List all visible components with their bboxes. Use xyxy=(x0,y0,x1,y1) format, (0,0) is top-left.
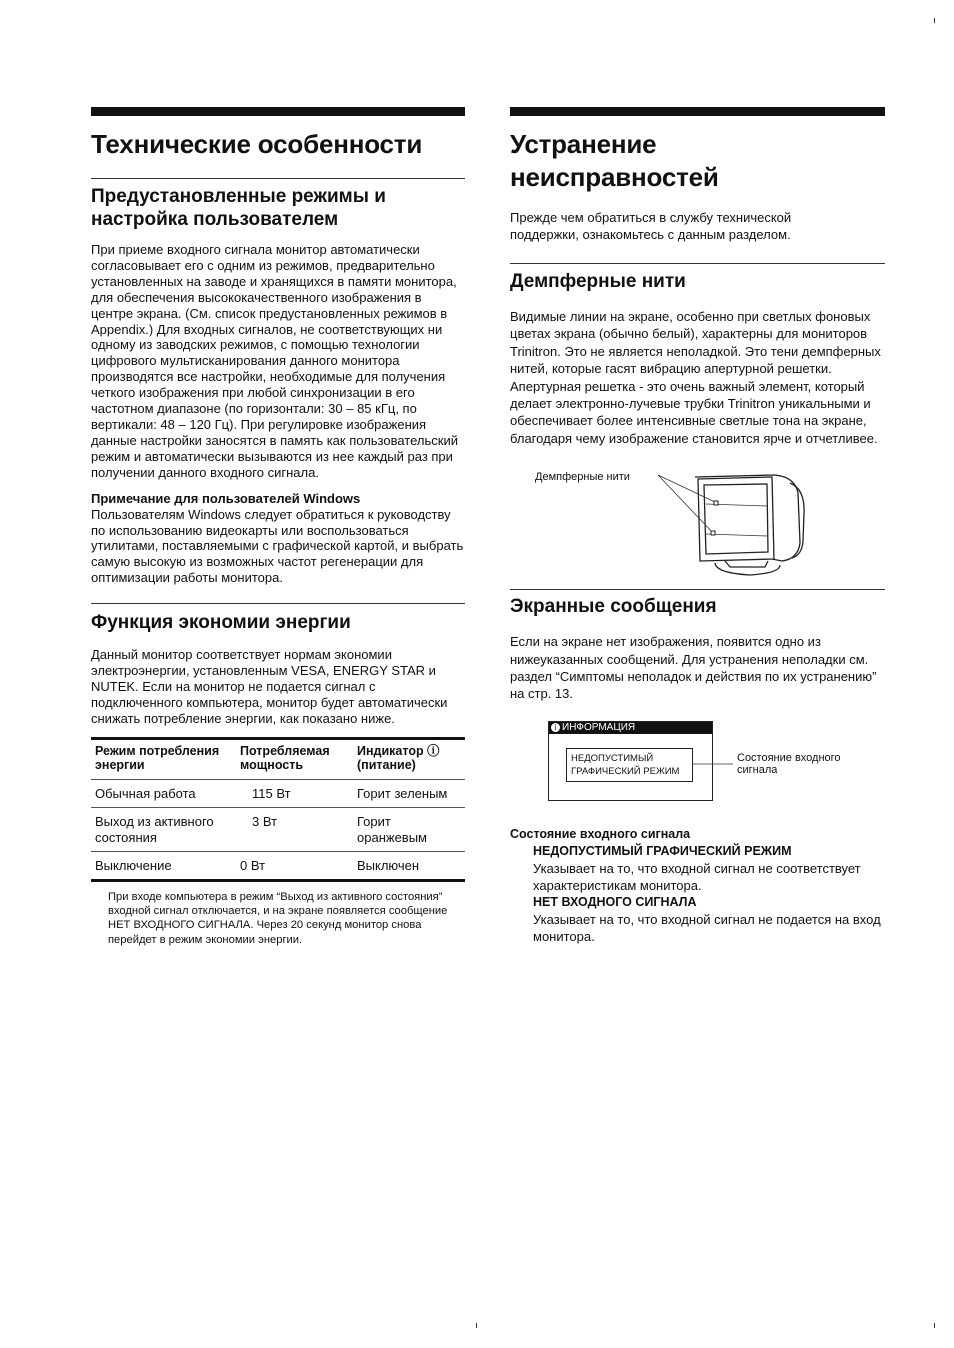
status-list xyxy=(533,843,885,945)
osd-figure xyxy=(510,721,885,813)
page-title: Технические особенности xyxy=(91,129,423,159)
osd-callout-label: Состояние входного сигнала xyxy=(737,751,841,777)
table-cell: Горит зеленым xyxy=(353,779,465,807)
damper-heading: Демпферные нити xyxy=(510,271,686,292)
troubleshooting-intro: Прежде чем обратиться в службу технической поддержки, ознакомьтесь с данным разделом. xyxy=(510,210,792,242)
table-cell: Обычная работа xyxy=(91,779,236,807)
osd-message-line: ГРАФИЧЕСКИЙ РЕЖИМ xyxy=(571,765,680,777)
windows-note-title: Примечание для пользователей Windows xyxy=(91,490,361,506)
crop-mark xyxy=(934,18,935,23)
messages-body: Если на экране нет изображения, появится одно из нижеуказанных сообщений. Для устранения неполадки см. раздел “Симптомы неполадок и действия по их устранению” на стр. 13. xyxy=(510,634,877,702)
table-cell: Выключение xyxy=(91,851,236,880)
table-row xyxy=(91,851,465,880)
power-table xyxy=(91,737,465,882)
preset-heading: Предустановленные режимы и настройка пользователем xyxy=(91,186,386,230)
section-bar xyxy=(91,107,465,116)
osd-title: ИНФОРМАЦИЯ xyxy=(562,721,636,733)
osd-callout-line xyxy=(693,721,733,801)
table-cell: 3 Вт xyxy=(236,807,353,851)
energy-footnote: При входе компьютера в режим “Выход из активного состояния” входной сигнал отключается, и на экране появляется сообщение НЕТ ВХОДНОГО СИГНАЛА. Через 20 секунд монитор снова перейдет в режим экономии энергии. xyxy=(108,890,448,946)
status-item-label: НЕДОПУСТИМЫЙ ГРАФИЧЕСКИЙ РЕЖИМ xyxy=(533,843,792,858)
table-header: Режим потребления энергии xyxy=(95,743,220,773)
table-row xyxy=(91,807,465,851)
right-column xyxy=(510,107,885,945)
crop-mark xyxy=(476,1323,477,1328)
damper-figure xyxy=(510,463,885,583)
status-item-label: НЕТ ВХОДНОГО СИГНАЛА xyxy=(533,894,697,909)
left-column xyxy=(91,107,465,947)
preset-body: При приеме входного сигнала монитор автоматически согласовывает его с одним из режимов, предварительно установленных на заводе и хранящихся в памяти монитора, для обеспечения высококачественного изображения в центре экрана. (См. список предустановленных режимов в Appendix.) Для входных сигналов, не соответствующих ни одному из заводских режимов, с помощью технологии цифрового мультисканирования данного монитора производятся все настройки, необходимые для получения четкого изображения при любой синхронизации в его частотном диапазоне (по горизонтали: 30 – 85 кГц, по вертикали: 48 – 120 Гц). При регулировке изображения данные настройки заносятся в память как пользовательский режим и автоматически вызываются из нее каждый раз при получении данного входного сигнала. xyxy=(91,242,458,480)
monitor-illustration xyxy=(510,463,810,583)
divider xyxy=(91,603,465,604)
windows-note-body: Пользователям Windows следует обратиться к руководству по использованию видеокарты или воспользоваться утилитами, поставляемыми с графической картой, и выбрать самую высокую из возможных частот регенерации для оптимизации работы монитора. xyxy=(91,506,464,586)
energy-heading: Функция экономии энергии xyxy=(91,612,351,634)
divider xyxy=(510,589,885,590)
table-cell: 0 Вт xyxy=(236,851,353,880)
troubleshooting-title: Устранение неисправностей xyxy=(510,129,719,192)
osd-titlebar xyxy=(549,722,712,734)
section-bar xyxy=(510,107,885,116)
table-header-row xyxy=(91,738,465,779)
osd-message-line: НЕДОПУСТИМЫЙ xyxy=(571,752,654,764)
status-heading: Состояние входного сигнала xyxy=(510,826,691,841)
table-header: Индикатор ⓘ (питание) xyxy=(357,743,440,773)
table-cell: Горит оранжевым xyxy=(353,807,465,851)
damper-figure-label: Демпферные нити xyxy=(535,471,630,484)
status-item-desc: Указывает на то, что входной сигнал не подается на вход монитора. xyxy=(533,911,881,944)
energy-body: Данный монитор соответствует нормам экономии электроэнергии, установленным VESA, ENERGY STAR и NUTEK. Если на монитор не подается сигнал с подключенного компьютера, монитор будет автоматически снижать потребление энергии, как показано ниже. xyxy=(91,647,448,726)
table-cell: Выход из активного состояния xyxy=(91,807,236,851)
divider xyxy=(510,263,885,264)
table-header: Потребляемая мощность xyxy=(240,743,330,773)
table-row xyxy=(91,779,465,807)
osd-message-box xyxy=(566,748,693,782)
osd-window xyxy=(548,721,713,801)
table-cell: 115 Вт xyxy=(236,779,353,807)
status-item-desc: Указывает на то, что входной сигнал не соответствует характеристикам монитора. xyxy=(533,860,861,893)
table-cell: Выключен xyxy=(353,851,465,880)
messages-heading: Экранные сообщения xyxy=(510,596,717,618)
crop-mark xyxy=(934,1323,935,1328)
divider xyxy=(91,178,465,179)
damper-body: Видимые линии на экране, особенно при светлых фоновых цветах экрана (обычно белый), характерны для мониторов Trinitron. Это не является неполадкой. Это тени демпферных нитей, которые гасят вибрацию апертурной решетки. Апертурная решетка - это очень важный элемент, который делает электронно-лучевые трубки Trinitron уникальными и обеспечивает более интенсивные светлые тона на экране, благодаря чему изображение становится ярче и отчетливее. xyxy=(510,309,881,446)
info-icon: i xyxy=(551,723,560,732)
